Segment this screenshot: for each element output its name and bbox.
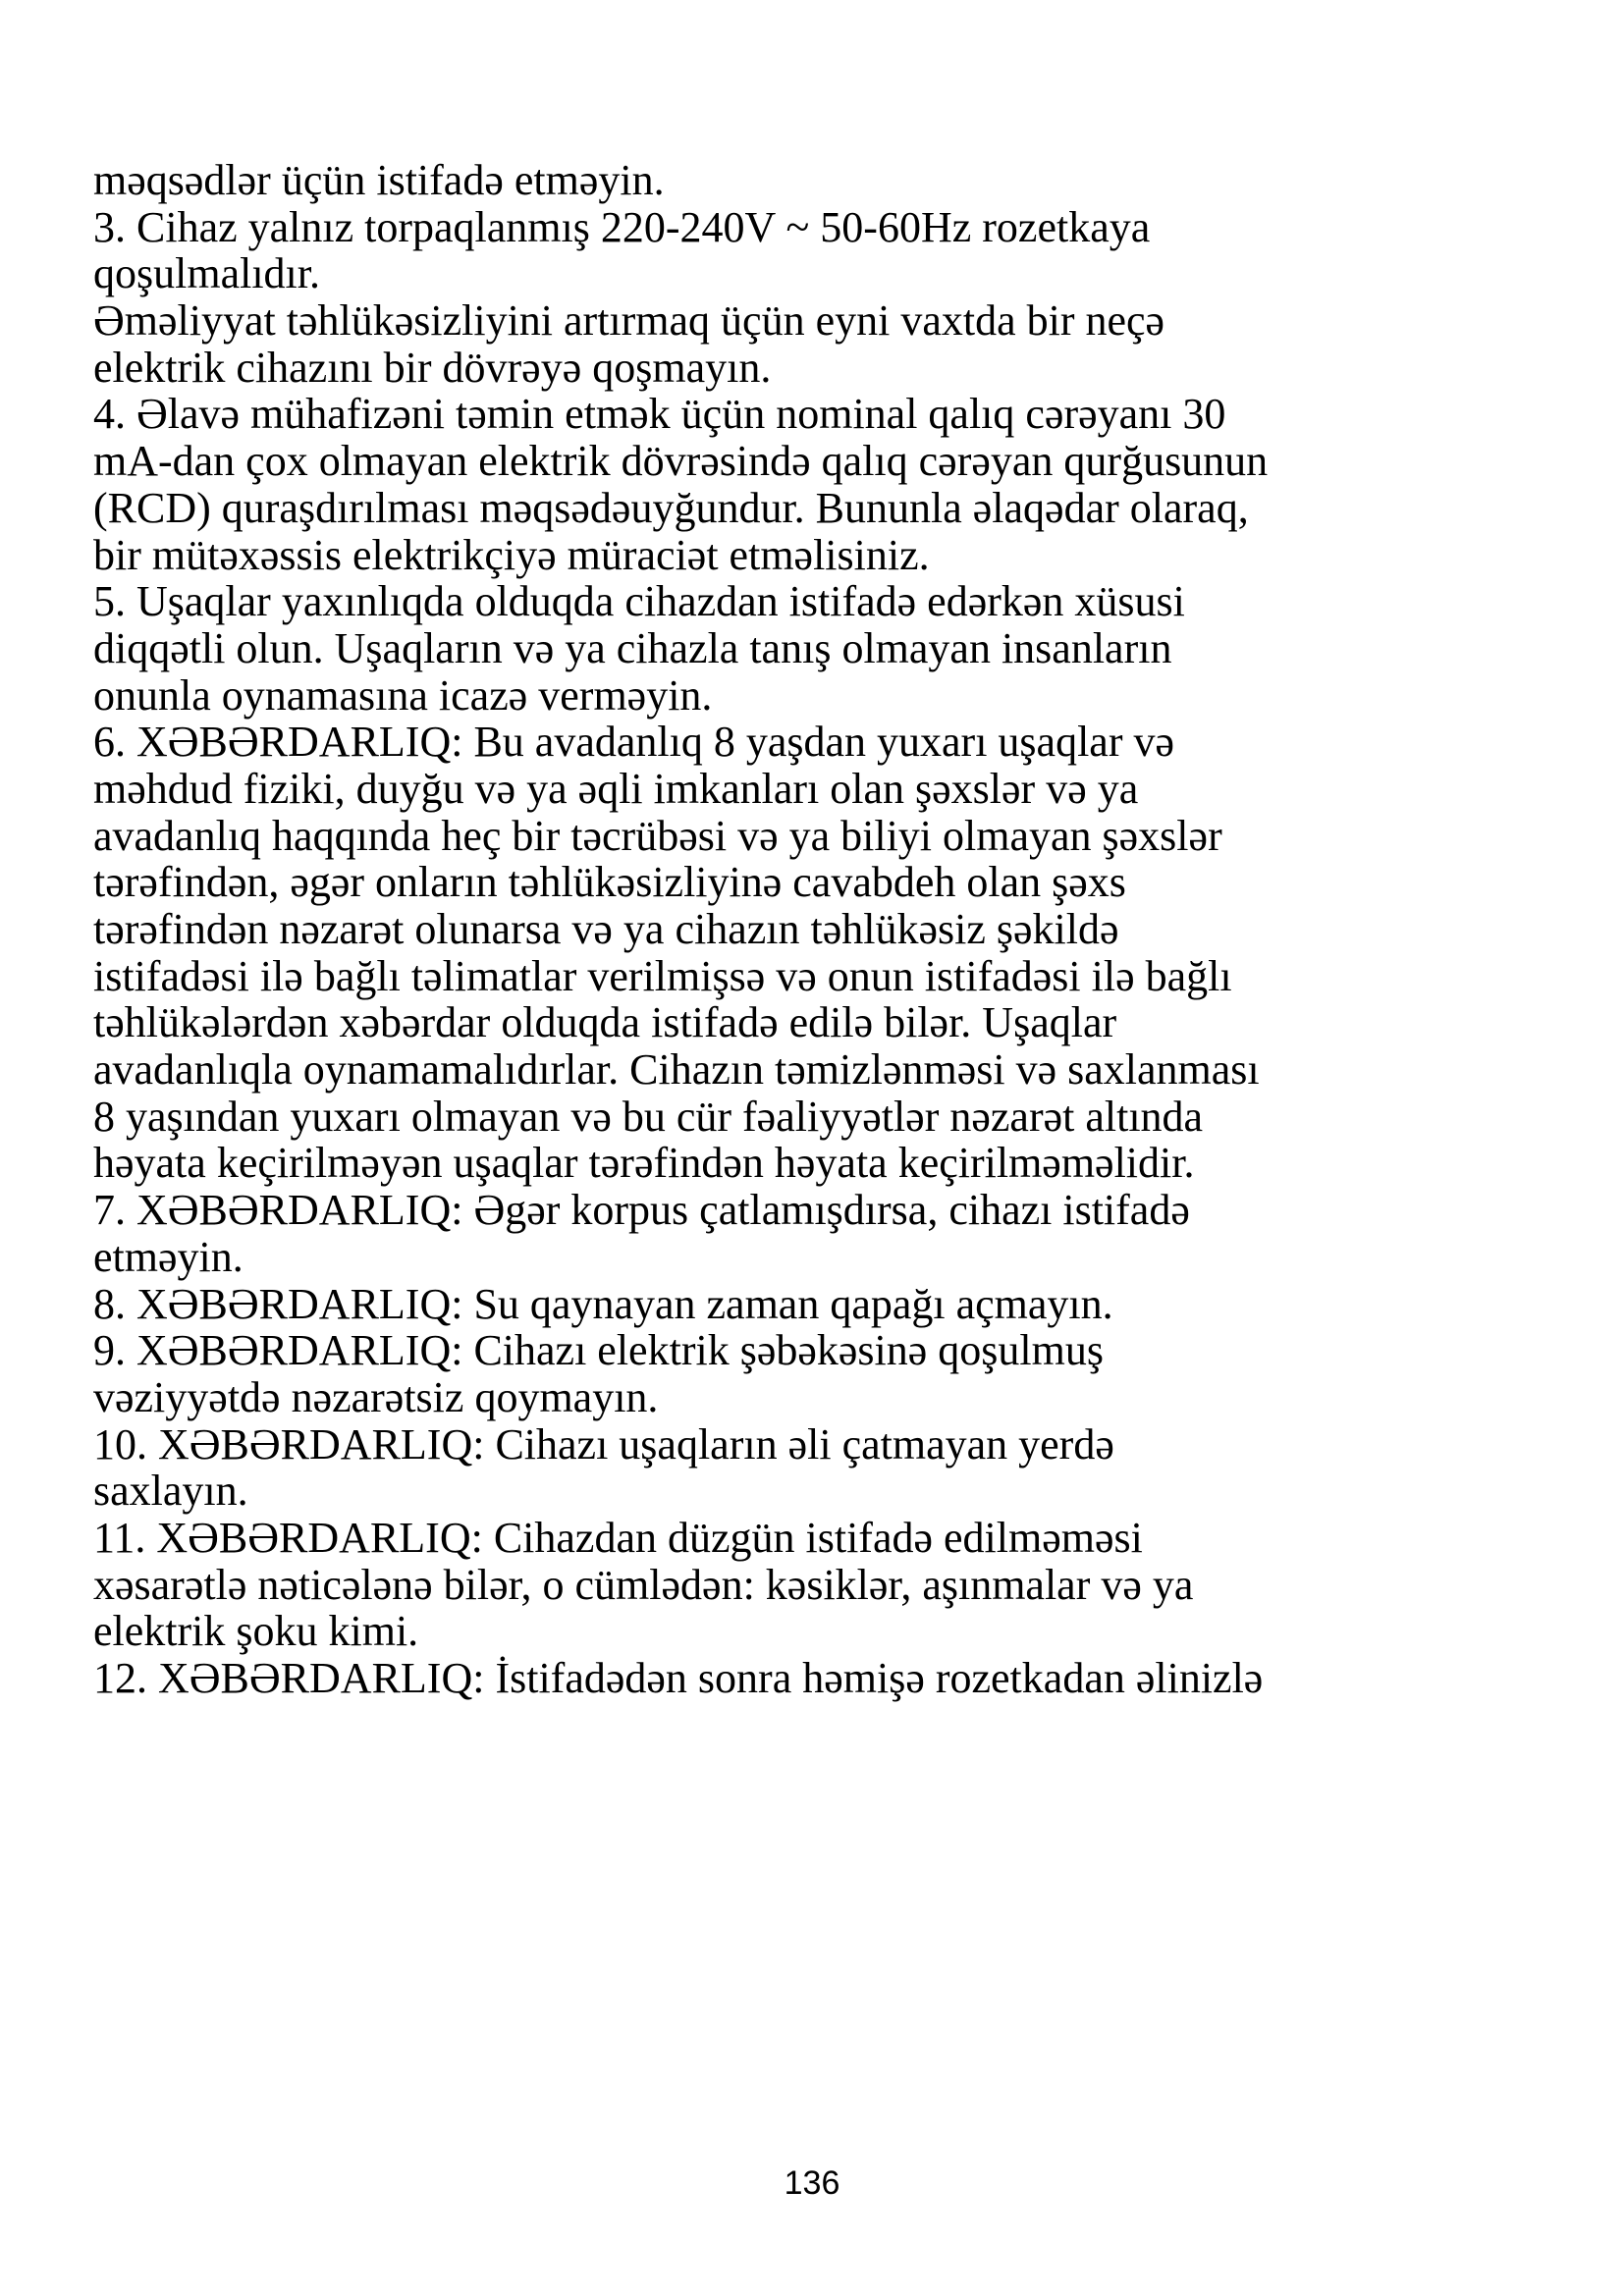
text-line: (RCD) quraşdırılması məqsədəuyğundur. Bununla əlaqədar olaraq, <box>93 483 1249 532</box>
text-line: tərəfindən, əgər onların təhlükəsizliyinə cavabdeh olan şəxs <box>93 858 1126 907</box>
text-line: 8 yaşından yuxarı olmayan və bu cür fəaliyyətlər nəzarət altında <box>93 1092 1204 1141</box>
text-line: 5. Uşaqlar yaxınlıqda olduqda cihazdan istifadə edərkən xüsusi <box>93 577 1185 626</box>
text-line: avadanlıq haqqında heç bir təcrübəsi və ya biliyi olmayan şəxslər <box>93 811 1222 860</box>
text-line: 7. XƏBƏRDARLIQ: Əgər korpus çatlamışdırsa, cihazı istifadə <box>93 1186 1190 1235</box>
text-line: 9. XƏBƏRDARLIQ: Cihazı elektrik şəbəkəsinə qoşulmuş <box>93 1326 1104 1375</box>
text-line: 11. XƏBƏRDARLIQ: Cihazdan düzgün istifadə edilməməsi <box>93 1513 1143 1562</box>
text-line: onunla oynamasına icazə verməyin. <box>93 670 713 720</box>
text-line: etməyin. <box>93 1232 244 1281</box>
text-line: mA-dan çox olmayan elektrik dövrəsində qalıq cərəyan qurğusunun <box>93 437 1269 486</box>
text-line: məhdud fiziki, duyğu və ya əqli imkanları olan şəxslər və ya <box>93 764 1139 813</box>
text-line: 8. XƏBƏRDARLIQ: Su qaynayan zaman qapağı açmayın. <box>93 1279 1113 1328</box>
text-line: qoşulmalıdır. <box>93 249 320 298</box>
text-line: vəziyyətdə nəzarətsiz qoymayın. <box>93 1372 659 1421</box>
text-line: elektrik şoku kimi. <box>93 1607 419 1656</box>
text-line: təhlükələrdən xəbərdar olduqda istifadə edilə bilər. Uşaqlar <box>93 998 1117 1047</box>
text-line: bir mütəxəssis elektrikçiyə müraciət etməlisiniz. <box>93 530 930 579</box>
text-line: elektrik cihazını bir dövrəyə qoşmayın. <box>93 343 772 392</box>
body-text <box>93 157 1532 1702</box>
text-line: 12. XƏBƏRDARLIQ: İstifadədən sonra həmişə rozetkadan əlinizlə <box>93 1654 1264 1702</box>
text-line: avadanlıqla oynamamalıdırlar. Cihazın təmizlənməsi və saxlanması <box>93 1045 1260 1095</box>
text-line: saxlayın. <box>93 1467 248 1516</box>
text-line: 3. Cihaz yalnız torpaqlanmış 220-240V ~ 50-60Hz rozetkaya <box>93 202 1151 251</box>
text-line: 4. Əlavə mühafizəni təmin etmək üçün nominal qalıq cərəyanı 30 <box>93 390 1226 439</box>
text-line: diqqətli olun. Uşaqların və ya cihazla tanış olmayan insanların <box>93 623 1172 672</box>
text-line: istifadəsi ilə bağlı təlimatlar verilmişsə və onun istifadəsi ilə bağlı <box>93 951 1232 1000</box>
text-line: 6. XƏBƏRDARLIQ: Bu avadanlıq 8 yaşdan yuxarı uşaqlar və <box>93 718 1175 767</box>
text-line: məqsədlər üçün istifadə etməyin. <box>93 156 665 204</box>
text-line: 10. XƏBƏRDARLIQ: Cihazı uşaqların əli çatmayan yerdə <box>93 1419 1114 1468</box>
text-line: həyata keçirilməyən uşaqlar tərəfindən həyata keçirilməməlidir. <box>93 1139 1195 1188</box>
text-line: Əməliyyat təhlükəsizliyini artırmaq üçün eyni vaxtda bir neçə <box>93 296 1165 346</box>
text-line: xəsarətlə nəticələnə bilər, o cümlədən: kəsiklər, aşınmalar və ya <box>93 1560 1194 1609</box>
page-number: 136 <box>784 2164 840 2202</box>
text-line: tərəfindən nəzarət olunarsa və ya cihazın təhlükəsiz şəkildə <box>93 905 1119 953</box>
